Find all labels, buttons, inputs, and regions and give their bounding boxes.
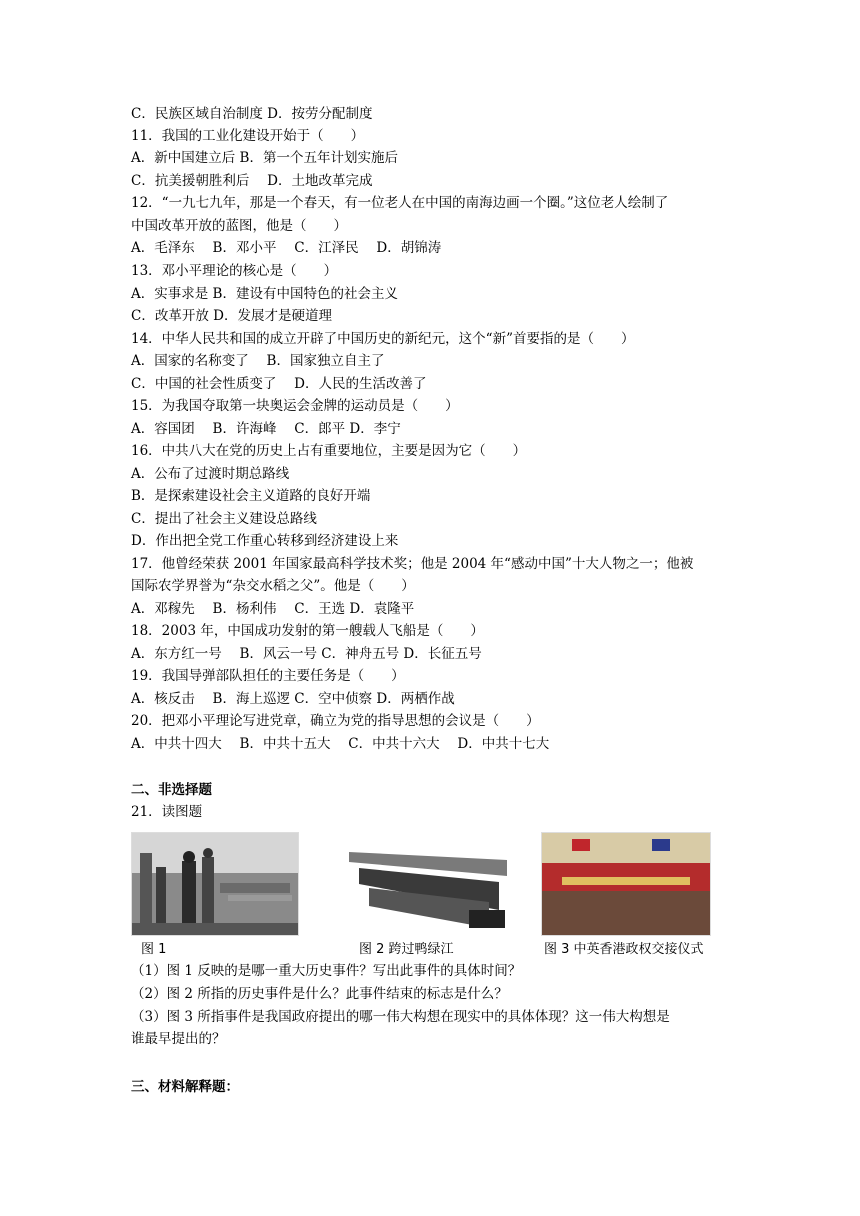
question-line: A．邓稼先 B．杨利伟 C．王选 D．袁隆平 — [131, 601, 415, 617]
question-line: 国际农学界誉为“杂交水稻之父”。他是（ ） — [131, 578, 415, 594]
question-line: A．中共十四大 B．中共十五大 C．中共十六大 D．中共十七大 — [131, 736, 550, 752]
section-title: 二、非选择题 — [131, 782, 212, 798]
question-line: 21．读图题 — [131, 804, 203, 820]
question-line: C．提出了社会主义建设总路线 — [131, 511, 317, 527]
question-line: B．是探索建设社会主义道路的良好开端 — [131, 488, 371, 504]
subquestion-line: （2）图 2 所指的历史事件是什么？此事件结束的标志是什么？ — [131, 986, 508, 1002]
question-line: D．作出把全党工作重心转移到经济建设上来 — [131, 533, 399, 549]
figure-1-image — [131, 832, 299, 936]
question-line: 11．我国的工业化建设开始于（ ） — [131, 128, 365, 144]
question-line: 14．中华人民共和国的成立开辟了中国历史的新纪元，这个“新”首要指的是（ ） — [131, 331, 635, 347]
figure-3-image — [541, 832, 711, 936]
question-line: 18．2003 年，中国成功发射的第一艘载人飞船是（ ） — [131, 623, 484, 639]
question-line: A．容国团 B．许海峰 C．郎平 D．李宁 — [131, 421, 401, 437]
question-line: 19．我国导弹部队担任的主要任务是（ ） — [131, 668, 405, 684]
figure-2-caption: 图 2 跨过鸭绿江 — [359, 942, 454, 957]
question-line: C．民族区域自治制度 D．按劳分配制度 — [131, 106, 373, 122]
question-line: A．毛泽东 B．邓小平 C．江泽民 D．胡锦涛 — [131, 240, 442, 256]
section-title: 三、材料解释题： — [131, 1079, 239, 1095]
question-line: A．核反击 B．海上巡逻 C．空中侦察 D．两栖作战 — [131, 691, 455, 707]
figure-2-image — [349, 832, 507, 934]
question-line: 15．为我国夺取第一块奥运会金牌的运动员是（ ） — [131, 398, 459, 414]
figure-3-caption: 图 3 中英香港政权交接仪式 — [544, 942, 704, 957]
question-line: 16．中共八大在党的历史上占有重要地位，主要是因为它（ ） — [131, 443, 527, 459]
question-line: 中国改革开放的蓝图，他是（ ） — [131, 218, 347, 234]
question-line: C．改革开放 D．发展才是硬道理 — [131, 308, 332, 324]
question-line: 20．把邓小平理论写进党章，确立为党的指导思想的会议是（ ） — [131, 713, 540, 729]
question-line: A．东方红一号 B．风云一号 C．神舟五号 D．长征五号 — [131, 646, 482, 662]
question-line: C．抗美援朝胜利后 D．土地改革完成 — [131, 173, 373, 189]
question-line: 12．“一九七九年，那是一个春天，有一位老人在中国的南海边画一个圈。”这位老人绘制了 — [131, 195, 669, 211]
question-line: C．中国的社会性质变了 D．人民的生活改善了 — [131, 376, 427, 392]
figure-1-caption: 图 1 — [141, 942, 167, 957]
question-line: A．新中国建立后 B．第一个五年计划实施后 — [131, 150, 398, 166]
subquestion-line: 谁最早提出的？ — [131, 1031, 226, 1047]
question-line: 17．他曾经荣获 2001 年国家最高科学技术奖；他是 2004 年“感动中国”十大人物之一；他被 — [131, 556, 694, 572]
question-line: A．公布了过渡时期总路线 — [131, 466, 290, 482]
question-line: A．国家的名称变了 B．国家独立自主了 — [131, 353, 385, 369]
question-line: 13．邓小平理论的核心是（ ） — [131, 263, 338, 279]
subquestion-line: （1）图 1 反映的是哪一重大历史事件？写出此事件的具体时间？ — [131, 963, 522, 979]
question-line: A．实事求是 B．建设有中国特色的社会主义 — [131, 286, 398, 302]
subquestion-line: （3）图 3 所指事件是我国政府提出的哪一伟大构想在现实中的具体体现？这一伟大构想是 — [131, 1009, 670, 1025]
